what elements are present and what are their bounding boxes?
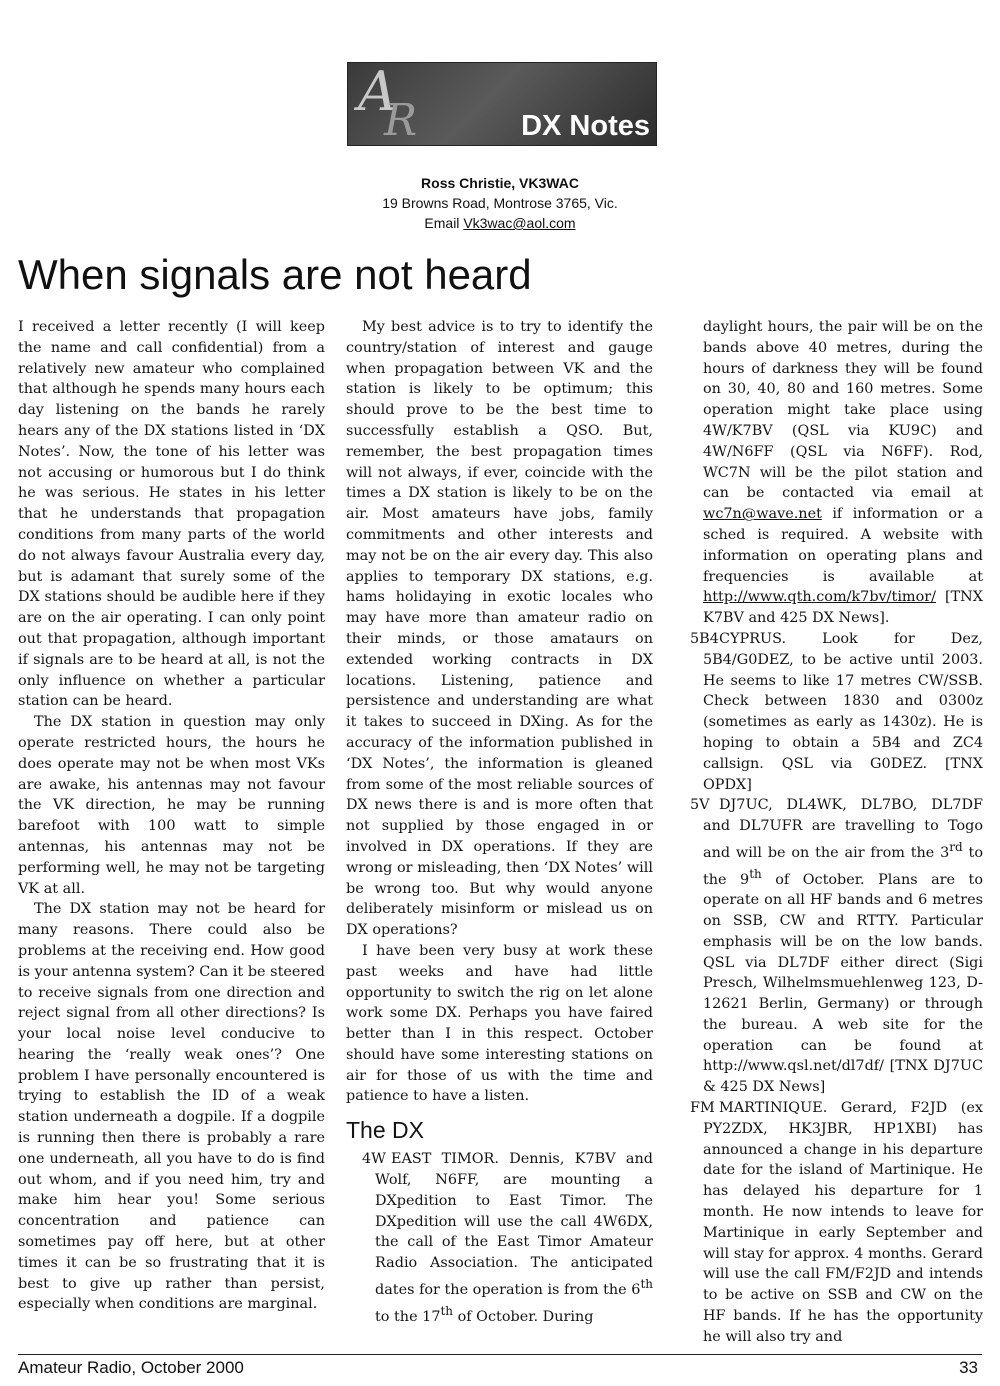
dx-entry-4w-continued	[674, 317, 983, 629]
logo-letter-a: A	[358, 62, 397, 123]
column-title: DX Notes	[521, 110, 650, 142]
section-heading-the-dx: The DX	[346, 1117, 424, 1144]
dx-entry-text: of October. Plans are to operate on all HF bands and 6 metres on SSB, CW and RTTY. Particular emphasis will be on the low bands. QSL via DL7DF either direct (Sigi Presch, Wilhelmsmuehlenweg 123, D-12621 Berlin, Germany) or through the bureau. A web site for the operation can be found at http://www.qsl.net/dl7df/ [TNX DJ7UC & 425 DX News]	[703, 871, 983, 1096]
author-address: 19 Browns Road, Montrose 3765, Vic.	[382, 195, 618, 211]
dx-prefix: 4W	[362, 1151, 386, 1168]
dx-entry-text: MARTINIQUE. Gerard, F2JD (ex PY2ZDX, HK3JBR, HP1XBI) has announced a change in his departure date for the island of Martinique. He has delayed his departure for 1 month. He now intends to leave for Martinique in early September and will stay for approx. 4 months. Gerard will use the call FM/F2JD and intends to be active on SSB and CW on the HF bands. If he has the opportunity he will also try and	[703, 1100, 983, 1345]
dx-entry-text: EAST TIMOR. Dennis, K7BV and Wolf, N6FF, are mounting a DXpedition to East Timor. The DXpedition will use the call 4W6DX, the call of the East Timor Amateur Radio Association. The anticipated dates for the operation is from the 6	[375, 1151, 653, 1298]
dx-prefix: 5B4	[690, 630, 719, 647]
dx-entry-text: if information or a sched is required. A website with information on operating plans and frequencies is available at	[703, 506, 983, 585]
logo-letter-r: R	[384, 95, 418, 146]
author-name: Ross Christie, VK3WAC	[421, 175, 579, 191]
author-block	[300, 173, 700, 233]
dx-entry-text: to the 17	[375, 1308, 441, 1325]
column-2	[346, 317, 653, 1327]
superscript: rd	[949, 839, 963, 854]
dx-entry-text: CYPRUS. Look for Dez, 5B4/G0DEZ, to be active until 2003. He seems to like 17 metres CW/SSB. Check between 1830 and 0300z (sometimes as early as 1430z). He is hoping to obtain a 5B4 and ZC4 callsign. QSL via G0DEZ. [TNX OPDX]	[703, 630, 983, 793]
article-headline: When signals are not heard	[18, 251, 532, 298]
paragraph: The DX station in question may only operate restricted hours, the hours he does operate may not be when most VKs are awake, his antennas may not favour the VK direction, he may be running barefoot with 100 watt to simple antennas, his antennas may not be performing well, he may not be targeting VK at all.	[18, 714, 325, 897]
dx-prefix: 5V	[690, 797, 710, 814]
column-3	[674, 317, 983, 1348]
superscript: th	[440, 1303, 454, 1318]
website-link-k7bv[interactable]: http://www.qth.com/k7bv/timor/	[703, 589, 936, 606]
dx-entry-text: DJ7UC, DL4WK, DL7BO, DL7DF and DL7UFR are travelling to Togo and will be on the air from the 3	[703, 797, 983, 861]
superscript: th	[640, 1277, 653, 1292]
email-link-wc7n[interactable]: wc7n@wave.net	[703, 506, 822, 523]
paragraph: I received a letter recently (I will keep the name and call confidential) from a relatively new amateur who complained that although he spends many hours each day listening on the bands he rarely hears any of the DX stations listed in ‘DX Notes’. Now, the tone of his letter was not accusing or humorous but I do think he was serious. He states in his letter that he understands that propagation conditions from many parts of the world do not always favour Australia every day, but is adamant that surely some of the DX stations should be audible here if they are on the air operating. I can only point out that propagation, although important if signals are to be heard at all, is not the only influence on whether a particular station can be heard.	[18, 319, 325, 710]
superscript: th	[749, 866, 762, 881]
footer-page-number: 33	[959, 1358, 978, 1377]
dx-entry-text: daylight hours, the pair will be on the bands above 40 metres, during the hours of darkness they will be found on 30, 40, 80 and 160 metres. Some operation might take place using 4W/K7BV (QSL via KU9C) and 4W/N6FF (QSL via N6FF). Rod, WC7N will be the pilot station and can be contacted via email at	[703, 319, 983, 502]
dx-entry-4w	[346, 1149, 653, 1327]
dx-entry-5v	[674, 795, 983, 1098]
paragraph: I have been very busy at work these past weeks and have had little opportunity to switch the rig on let alone work some DX. Perhaps you have faired better than I in this respect. October should have some interesting stations on air for those of us with the time and patience to have a listen.	[346, 942, 653, 1105]
paragraph: My best advice is to try to identify the country/station of interest and gauge when propagation between VK and the station is likely to be optimum; this should prove to be the best time to successfully establish a QSO. But, remember, the best propagation times will not always, if ever, coincide with the times a DX station is likely to be on the air. Most amateurs have jobs, family commitments and other interests and may not be on the air every day. This also applies to temporary DX stations, e.g. hams holidaying in exotic locales who may have more than amateur radio on their minds, or those amataurs on extended working contracts in DX locations. Listening, patience and persistence and understanding are what it takes to succeed in DXing. As for the accuracy of the information published in ‘DX Notes’, the information is gleaned from some of the most reliable sources of DX news there is and is more often that not supplied by those engaged in or involved in DX operations. If they are wrong or misleading, then ‘DX Notes’ will be wrong too. But why would anyone deliberately misinform or mislead us on DX operations?	[346, 319, 653, 939]
dx-entry-fm	[674, 1098, 983, 1348]
footer-divider	[18, 1354, 982, 1355]
email-label: Email	[424, 215, 464, 231]
dx-entry-text: of October. During	[453, 1308, 594, 1325]
dx-entry-5b4	[674, 629, 983, 795]
footer-publication: Amateur Radio, October 2000	[18, 1358, 244, 1377]
dx-entry-text: to the 9	[703, 844, 983, 888]
column-1	[18, 317, 325, 1315]
author-email-line	[300, 213, 700, 233]
dx-entry-text: [TNX K7BV and 425 DX News].	[703, 589, 983, 627]
author-email-link[interactable]: Vk3wac@aol.com	[463, 215, 576, 231]
dx-notes-logo	[347, 62, 657, 146]
dx-prefix: FM	[690, 1100, 715, 1117]
paragraph: The DX station may not be heard for many reasons. There could also be problems at the receiving end. How good is your antenna system? Can it be steered to receive signals from one direction and reject signal from all other directions? Is your local noise level conducive to hearing the ‘really weak ones’? One problem I have personally encountered is trying to establish the ID of a weak station underneath a dogpile. If a dogpile is running then there is probably a rare one underneath, all you have to do is find out whom, and if you need him, try and make him hear you! Some serious concentration and patience can sometimes pay off here, but at other times it can be so frustrating that it is best to give up rather than persist, especially when conditions are marginal.	[18, 901, 325, 1313]
